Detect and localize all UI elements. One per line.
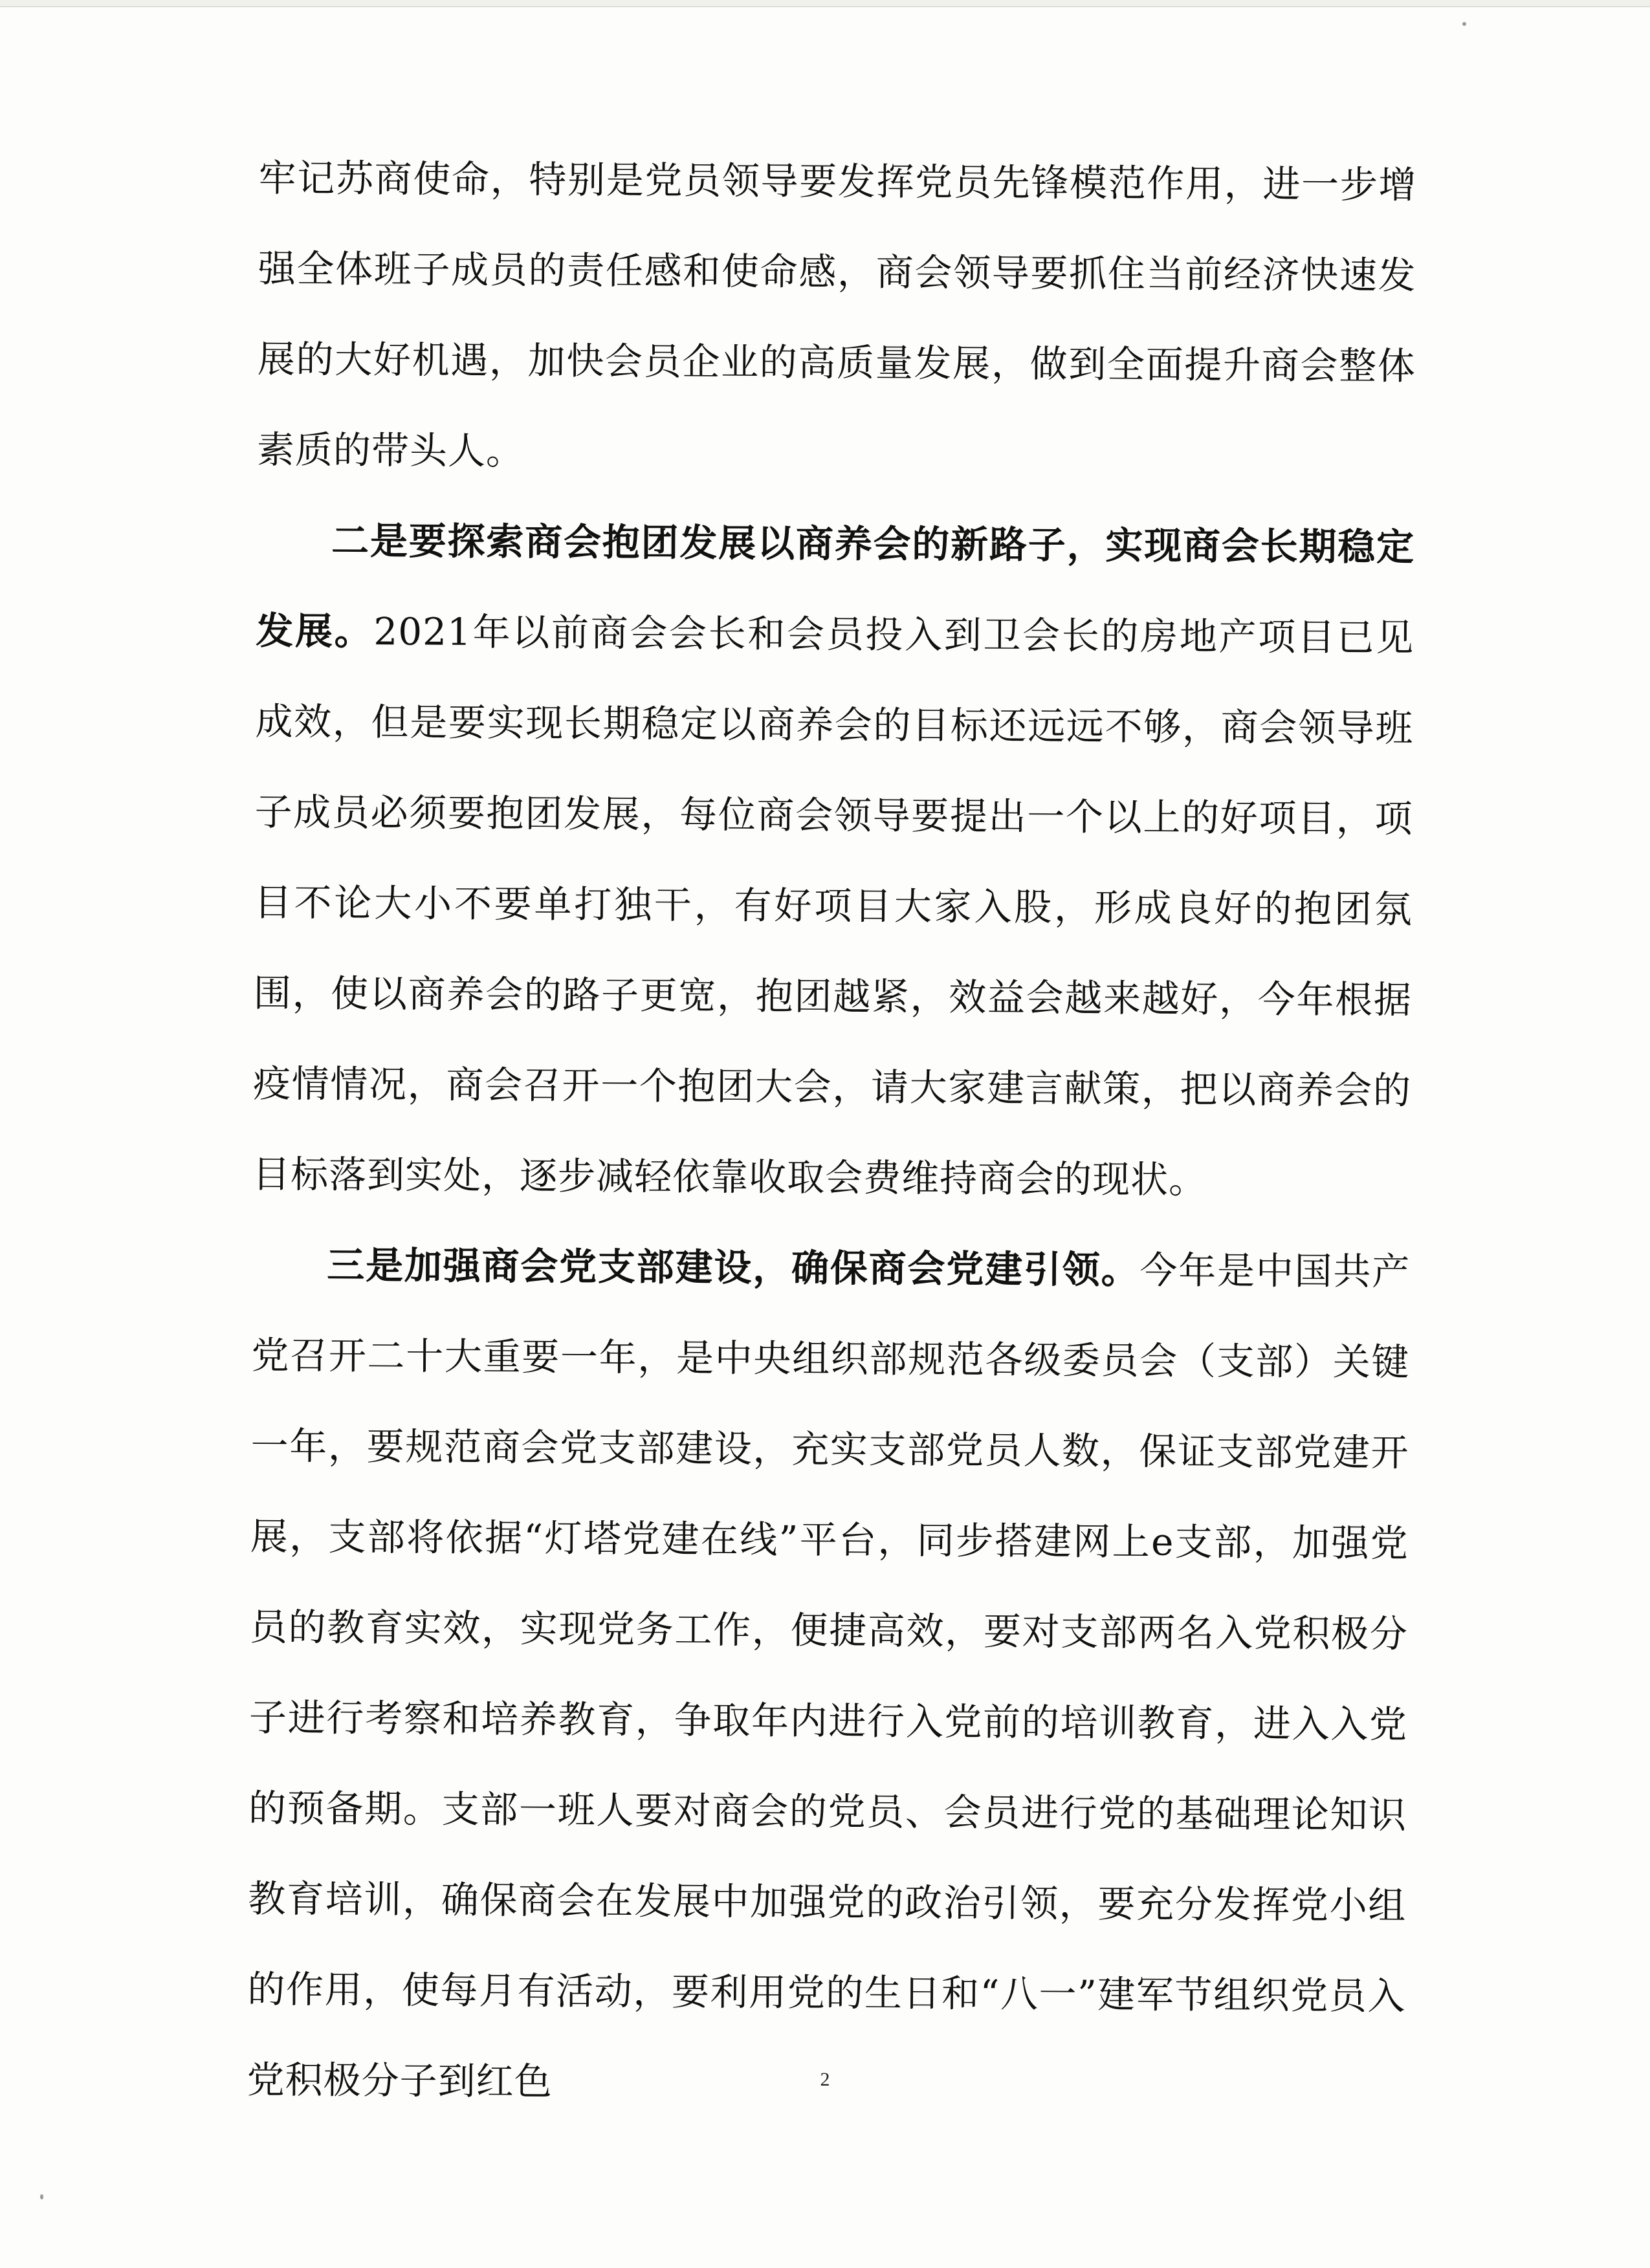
paragraph-1 xyxy=(257,133,1417,502)
scan-speck xyxy=(40,2194,43,2199)
paragraph-3-text: 今年是中国共产党召开二十大重要一年，是中央组织部规范各级委员会（支部）关键一年，要规范商会党支部建设，充实支部党员人数，保证支部党建开展，支部将依据“灯塔党建在线”平台，同步搭建网上e支部，加强党员的教育实效，实现党务工作，便捷高效，要对支部两名入党积极分子进行考察和培养教育，争取年内进行入党前的培训教育，进入入党的预备期。支部一班人要对商会的党员、会员进行党的基础理论知识教育培训，确保商会在发展中加强党的政治引领，要充分发挥党小组的作用，使每月有活动，要利用党的生日和“八一”建军节组织党员入党积极分子到红色 xyxy=(247,1248,1411,2104)
page-number: 2 xyxy=(820,2069,830,2090)
paragraph-2-heading: 二是要探索商会抱团发展以商养会的新路子，实现商会长期稳定发展。 xyxy=(256,518,1415,654)
paragraph-3-heading: 三是加强商会党支部建设，确保商会党建引领。 xyxy=(327,1243,1140,1292)
scan-top-edge xyxy=(0,0,1650,7)
scan-speck xyxy=(1462,22,1466,26)
document-body xyxy=(247,133,1417,2132)
paragraph-3 xyxy=(247,1219,1411,2132)
paragraph-2-text: 2021年以前商会会长和会员投入到卫会长的房地产项目已见成效，但是要实现长期稳定以商养会的目标还远远不够，商会领导班子成员必须要抱团发展，每位商会领导要提出一个以上的好项目，项目不论大小不要单打独干，有好项目大家入股，形成良好的抱团氛围，使以商养会的路子更宽，抱团越紧，效益会越来越好，今年根据疫情情况，商会召开一个抱团大会，请大家建言献策，把以商养会的目标落到实处，逐步减轻依靠收取会费维持商会的现状。 xyxy=(252,609,1414,1202)
paragraph-1-text: 牢记苏商使命，特别是党员领导要发挥党员先锋模范作用，进一步增强全体班子成员的责任感和使命感，商会领导要抓住当前经济快速发展的大好机遇，加快会员企业的高质量发展，做到全面提升商会整体素质的带头人。 xyxy=(256,155,1417,474)
paragraph-2 xyxy=(252,495,1415,1227)
